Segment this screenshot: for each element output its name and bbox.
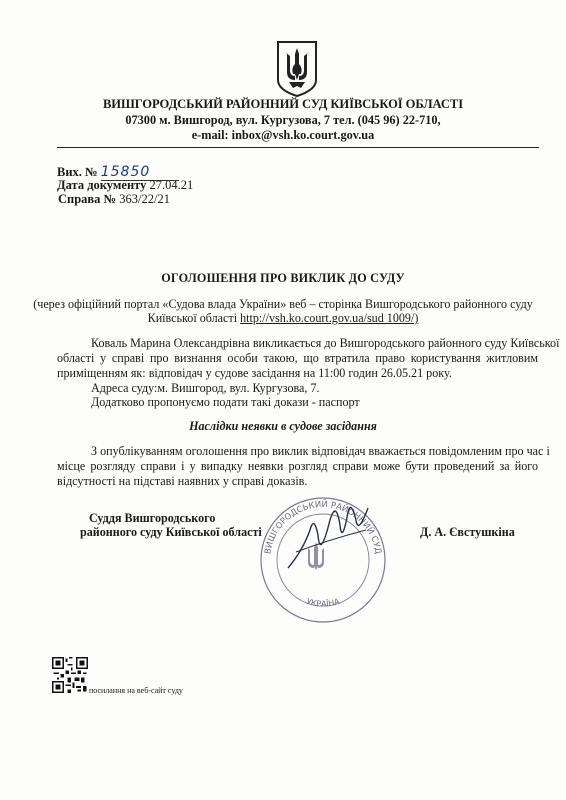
consequences-line-1: З опублікуванням оголошення про виклик відповідач вважається повідомленим про час і	[91, 444, 550, 458]
court-email: e-mail: inbox@vsh.ko.court.gov.ua	[191, 128, 375, 142]
judge-name: Д. А. Євстушкіна	[420, 525, 515, 539]
body-line-1: Коваль Марина Олександрівна викликається до Вишгородського районного суду Київської	[91, 336, 560, 350]
case-number-row	[58, 192, 170, 207]
judge-title-line-1: Суддя Вишгородського	[89, 511, 216, 525]
outgoing-label: Вих. №	[57, 165, 98, 179]
case-label: Справа №	[58, 192, 117, 206]
consequences-line-2: місце розгляду справи і у випадку неявки розгляд справи може бути проведений за його	[57, 459, 538, 473]
svg-text:ВИШГОРОДСЬКИЙ РАЙОННИЙ СУД	[263, 498, 382, 555]
portal-region: Київської області	[147, 311, 238, 325]
court-seal-icon	[248, 490, 398, 630]
qr-code-icon[interactable]	[52, 657, 88, 693]
portal-line-2	[0, 311, 566, 326]
section-title: Наслідки неявки в судове засідання	[189, 419, 377, 433]
coat-of-arms-icon	[275, 40, 319, 98]
evidence-line: Додатково пропонуємо подати такі докази - паспорт	[91, 395, 360, 409]
consequences-line-3: відсутності на підставі наявних у справі доказів.	[57, 474, 308, 488]
seal-top-text: ВИШГОРОДСЬКИЙ РАЙОННИЙ СУД	[263, 499, 383, 555]
qr-caption: посилання на веб-сайт суду	[89, 686, 183, 695]
body-line-3: приміщенням як: відповідач у судове засідання на 11:00 годин 26.05.21 року.	[57, 366, 452, 380]
notice-title: ОГОЛОШЕННЯ ПРО ВИКЛИК ДО СУДУ	[161, 271, 405, 285]
portal-link[interactable]: http://vsh.ko.court.gov.ua/sud 1009/)	[240, 311, 419, 325]
svg-text:УКРАЇНА	[305, 597, 341, 609]
court-address: 07300 м. Вишгород, вул. Кургузова, 7 тел. (045 96) 22-710,	[125, 113, 441, 127]
header-divider	[57, 147, 539, 148]
court-name: ВИШГОРОДСЬКИЙ РАЙОННИЙ СУД КИЇВСЬКОЇ ОБЛАСТІ	[102, 97, 464, 111]
portal-line-1: (через офіційний портал «Судова влада України» веб – сторінка Вишгородського районного суду	[33, 297, 533, 311]
body-line-2: області у справі про визнання особи такою, що втратила право користування житловим	[57, 351, 538, 365]
outgoing-number: 15850	[100, 164, 151, 180]
judge-title-line-2: районного суду Київської області	[80, 525, 262, 539]
document-date-label: Дата документу	[57, 178, 147, 192]
document-date-value: 27.04.21	[149, 178, 194, 192]
case-value: 363/22/21	[119, 192, 170, 206]
document-date-row	[57, 178, 193, 193]
court-address-line: Адреса суду:м. Вишгород, вул. Кургузова, 7.	[91, 381, 320, 395]
seal-bottom-text: УКРАЇНА	[305, 596, 341, 609]
